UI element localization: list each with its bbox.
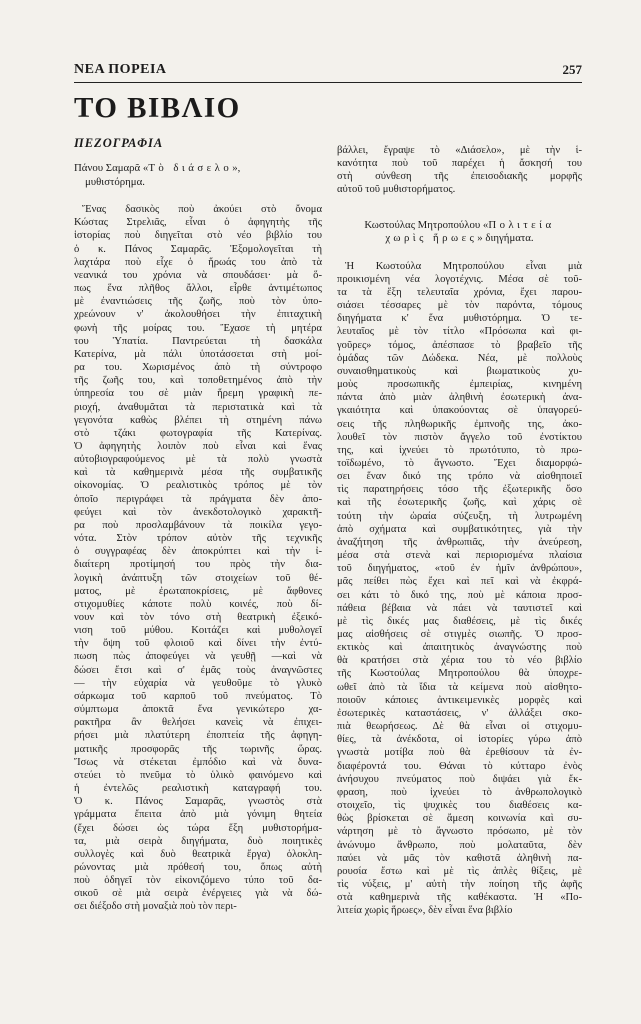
text-line: τούτη τὴν ὡραία σύζευξη, τὴ λυτρωμένη: [337, 510, 582, 522]
text-line: του Ὑπατία. Παντρεύεται τὴ δασκάλα: [74, 335, 322, 347]
review-samaras: [74, 203, 322, 913]
text-line: κανότητα ποὺ τοῦ παρέχει ἡ ἄσκησή του: [337, 158, 582, 170]
book-title: Τὸ διάσελο: [148, 162, 233, 175]
text-line: σει διέξοδο στὴ μοναξιὰ ποὺ τὸν περι-: [74, 901, 237, 913]
text-line: ἀπὸ σχήματα καὶ συμβατικότητες, γιὰ τὴν: [337, 523, 582, 535]
text-line: νουν καὶ τὸν τόνο στὴ θεατρικὴ ἐξεικό-: [74, 612, 322, 623]
text-line: Ἡ Κωστούλα Μητροπούλου εἶναι μιὰ: [345, 260, 582, 272]
text-line: ἐσωτερικὲς καταστάσεις, ν' ἀλλάξει σκο-: [337, 707, 582, 719]
right-column: [337, 144, 582, 917]
text-line: στὴ σύνθεση τῆς ἐπεισοδιακῆς μορφῆς: [337, 171, 582, 183]
text-line: νιση τοῦ μύθου. Κοιτάζει καὶ μυθολογεῖ: [74, 625, 322, 637]
text-line: ὁ κ. Πάνος Σαμαρᾶς. Ἐξομολογεῖται τὴ: [74, 243, 322, 255]
text-line: (ἔχει δώσει ὡς τώρα ἕξη μυθιστορήμα-: [74, 822, 322, 834]
text-line: καὶ τῆς ἐσωτερικῆς ζωῆς, καὶ χάρις σὲ: [337, 497, 582, 509]
text-line: πιὰ θεωρήσεως. Δὲ θὰ εἶναι οἱ στιχομυ-: [337, 721, 582, 733]
text-line: τοϊδωμένο, τὸ ἄγνωστο. Ἔχει διαμορφώ-: [337, 457, 582, 469]
text-line: πως ἕνα πλῆθος ἄλλοι, εἶρθε ἀντιμέτωπος: [74, 283, 322, 295]
text-line: ὑπηρεσία του σὲ μιὰν ἥρεμη γραφικὴ πε-: [74, 388, 322, 400]
text-line: ρα ποὺ προσλαμβάνουν τὰ ποικίλα γεγο-: [74, 519, 322, 531]
text-line: ἡ ἐντελῶς ρεαλιστικὴ καταγραφή του.: [74, 783, 322, 795]
text-line: ὁμάδας τῶν Δώδεκα. Νέα, μὲ πολλοὺς: [337, 352, 582, 364]
header-rule: [74, 82, 582, 83]
text-line: μὲ τὶς δικές μας διαθέσεις, μὲ τὶς δικές: [337, 615, 582, 627]
text-line: νάρτηση μὲ τὸ ἄγνωστο πρόσωπο, μὲ τὸν: [337, 826, 582, 838]
text-line: λευταῖος μὲ τὸν τίτλο «Πρόσωπα καὶ φι-: [337, 326, 582, 338]
text-line: οἰκονομίας. Ὁ ρεαλιστικὸς τρόπος μὲ τὸν: [74, 480, 322, 492]
text-line: ποιοῦν κάποιες ἀντικειμενικὲς μορφὲς καὶ: [337, 694, 582, 706]
text-line: σει ἕναν δικό της τρόπο νὰ αἰσθηποιεῖ: [337, 471, 582, 483]
text-line: μοὺς προσωπικῆς ἐμπειρίας, κινημένη: [337, 379, 582, 391]
text-line: σει κάτι τὸ δικό της, ποὺ μὲ κάποια προσ-: [337, 589, 582, 601]
review-samaras-continued: [337, 144, 582, 197]
text-line: τὴν ὄψη τοῦ φλοιοῦ καὶ δίνει τὴν ἐντύ-: [74, 638, 322, 650]
text-line: σύμπτωμα ἀποκτᾶ ἕνα γενικώτερο χα-: [74, 704, 322, 716]
text-line: Ἴσως νὰ στέκεται ἐμπόδιο καὶ νὰ δυνα-: [74, 756, 322, 768]
page-number: 257: [562, 62, 582, 77]
journal-title: ΝΕΑ ΠΟΡΕΙΑ: [74, 62, 167, 77]
text-line: γκαιότητα καὶ ὑπακούοντας σὲ ὑπαγορεύ-: [337, 405, 582, 417]
text-line: στὰ καθημερινὰ τῆς καθέκαστα. Ἡ «Πο-: [337, 892, 582, 904]
left-column: [74, 137, 322, 914]
book-entry-mitropoulou: [337, 219, 582, 246]
book-genre: » διηγήματα.: [477, 232, 534, 245]
text-line: ὁ συγγραφέας δὲν ἀποκρύπτει καὶ τὴν ἰ-: [74, 546, 322, 558]
text-line: τοῦ διηγήματος, «τοῦ ἐν ἡμῖν ἀνθρώπου»,: [337, 563, 582, 575]
book-title-part1: Πολιτεία: [488, 218, 555, 231]
text-line: τῆς ζωῆς του, καὶ τοποθετημένος ἀπὸ τὴν: [74, 375, 322, 387]
text-line: Κώστας Στρελιᾶς, εἶναι ὁ ἀφηγητὴς τῆς: [74, 217, 322, 229]
text-line: σεις τῆς πληθωρικῆς ἐμπνοῆς της, ἀκο-: [337, 418, 582, 430]
text-line: ματικῆς προσφορᾶς τῆς τωρινῆς ὥρας.: [74, 743, 322, 755]
text-line: — τὴν εὐχαρία νὰ γευθοῦμε τὸ γλυκὸ: [74, 677, 322, 689]
text-line: φραση, ποὺ ἰχνεύει τὸ ἀνθρωπολογικὸ: [337, 786, 582, 798]
review-mitropoulou: [337, 260, 582, 918]
text-line: ὁποῖο περιγράφει τὰ πράγματα δὲν ἀπο-: [74, 493, 322, 505]
text-line: πάντα ἀπὸ μιὰν ἀληθινὴ ἐσωτερικὴ ἀνα-: [337, 392, 582, 404]
text-line: ωθεῖ ἀπὸ τὰ ἴδια τὰ κείμενα ποὺ αἰσθητο-: [337, 681, 582, 693]
text-line: ρα του. Χωρισμένος ἀπὸ τὴ σύντροφο: [74, 362, 322, 374]
text-line: Κατερίνα, μὰ πάλι ὑποτάσσεται στὴ μοί-: [74, 348, 322, 360]
book-title-close: »,: [232, 162, 241, 175]
text-line: ματος, μὲ ἐρωταποκρίσεις, μὲ ἄφθονες: [74, 585, 322, 597]
text-line: τα τὰ ἕξη τελευταῖα χρόνια, ἔχει παρου-: [337, 286, 582, 298]
book-author: Πάνου Σαμαρᾶ «: [74, 162, 149, 175]
text-line: ἀναζήτηση τῆς ἀνθρωπιᾶς, τὴν ἀνεύρεση,: [337, 536, 582, 548]
text-line: ἀνήσυχου πνεύματος ποὺ διψάει γιὰ ἔκ-: [337, 773, 582, 785]
text-line: συλλογὲς καὶ δυὸ θεατρικὰ ἔργα) ὁλοκλη-: [74, 848, 322, 860]
text-line: τὶς παρατηρήσεις τόσο τῆς ἐξωτερικῆς ὅσο: [337, 484, 582, 496]
section-title: ΤΟ ΒΙΒΛΙΟ: [74, 92, 241, 124]
text-line: παύει νὰ μᾶς τὸν καθιστᾶ ἀληθινὴ πα-: [337, 852, 582, 864]
book-author: Κωστούλας Μητροπούλου «: [364, 218, 489, 231]
book-entry-samaras: [74, 162, 322, 189]
text-line: δώσει ἔτσι καὶ σ' ἐμᾶς τοὺς ἀναγνῶστες: [74, 664, 322, 676]
text-line: σιάσει τέσσαρες μὲ τὸν παρόντα, τόμους: [337, 300, 582, 312]
text-line: ρήσει μιὰ πλατύτερη ἐποπτεία τῆς ἀφηγη-: [74, 730, 322, 742]
text-line: διηγήματα κ' ἕνα μυθιστόρημα. Ὁ τε-: [337, 313, 582, 325]
text-line: νεανικά του χρόνια νὰ σπουδάσει· μὰ ὅ-: [74, 269, 322, 281]
text-line: βάλλει, ἔγραψε τὸ «Διάσελο», μὲ τὴν ἱ-: [337, 145, 582, 156]
text-line: λαχτάρα ποὺ εἶχε ὁ ἥρωάς του ἀπὸ τὰ: [74, 256, 322, 268]
text-line: φεύγει καὶ τὸν ἀνεκδοτολογικὸ χαρακτῆ-: [74, 506, 322, 518]
text-line: ἱστορίας ποὺ διηγεῖται στὸ νέο βιβλίο του: [74, 230, 322, 242]
text-line: τῆς Κωστούλας Μητροπούλου θὰ ὑποχρε-: [337, 668, 582, 680]
text-line: ποὺ ὁδηγεῖ τὸν εἰκονιζόμενο τύπο τοῦ δα-: [74, 875, 322, 887]
text-line: συναισθηματικοὺς καὶ βιωματικοὺς χυ-: [337, 365, 582, 377]
text-line: λογικὴ ἀνάπτυξη τῶν στοιχείων τοῦ θέ-: [74, 572, 322, 584]
running-head: [74, 62, 582, 80]
text-line: Ὁ κ. Πάνος Σαμαρᾶς, γνωστὸς στὰ: [74, 796, 322, 808]
text-line: θὰ κρατήσει στὰ χέρια του τὸ νέο βιβλίο: [337, 655, 582, 667]
text-line: πάθεια βέβαια νὰ πάει νὰ ταυτιστεῖ καὶ: [337, 602, 582, 614]
text-line: γεγονότα καθὼς βλέπει τὴ στημένη πάνω: [74, 414, 322, 426]
text-line: εκτικὸς καὶ ἀπαιτητικὸς ἀναγνώστης ποὺ: [337, 642, 582, 654]
text-line: φωνὴ τῆς μοίρας του. Ἔχασε τὴ μητέρα: [74, 322, 322, 334]
text-line: γράμματα ἔπειτα ἀπὸ μιὰ γόνιμη θητεία: [74, 809, 322, 821]
text-line: ρώνοντας μιὰ πρόθεσή του, ὅπως αὐτὴ: [74, 861, 322, 873]
text-line: αὐτοῦ τοῦ μυθιστορήματος.: [337, 184, 456, 196]
text-line: στοιχεῖο, τὶς ψυχικὲς του διαθέσεις κα-: [337, 800, 582, 812]
text-line: Ἕνας δασικὸς ποὺ ἀκούει στὸ ὄνομα: [82, 204, 322, 216]
text-line: τα, μιὰ σειρὰ διηγήματα, δυὸ ποιητικὲς: [74, 835, 322, 847]
text-line: ρακτῆρα ἂν θελήσει κανεὶς νὰ ἐπιχει-: [74, 717, 322, 729]
text-line: διαφέροντά του. Θάναι τὸ κύτταρο ἐνὸς: [337, 760, 582, 772]
text-line: τὶς νύξεις, μ' αὐτὴ τὴν ποίηση τῆς ἀφῆς: [337, 878, 582, 890]
book-genre: μυθιστόρημα.: [85, 175, 145, 188]
text-line: μὲ ἐναντιώσεις τῆς ζωῆς, ποὺ τὸν ὑπο-: [74, 296, 322, 308]
section-subheading: ΠΕΖΟΓΡΑΦΙΑ: [74, 136, 164, 150]
text-line: μέσα στὰ στενὰ καὶ περιορισμένα πλαίσια: [337, 550, 582, 562]
text-line: μας αἰσθήσεις σὲ στιγμὲς σιωπῆς. Ὁ προσ-: [337, 629, 582, 640]
text-line: ἀνώνυμο ἄνθρωπο, ποὺ μολαταῦτα, δὲν: [337, 839, 582, 851]
text-line: της, καὶ ἰχνεύει τὸ πρωτότυπο, τὸ πρω-: [337, 444, 582, 456]
text-line: χρεώνουν ν' ἀκολουθήσει τὴν ἐπιταχτικὴ: [74, 309, 322, 321]
text-line: λουθεῖ τὸν πιστὸν ἄγγελο τοῦ ἐνστίκτου: [337, 431, 582, 443]
text-line: στεύει τὸ πνεῦμα τὸ ὑλικὸ φαινόμενο καὶ: [74, 769, 322, 781]
text-line: στὸ τζάκι φωτογραφία τῆς Κατερίνας.: [74, 427, 322, 439]
spacer: [337, 197, 582, 219]
text-line: σικοῦ σὲ μιὰ σειρὰ ἐνέργειες γιὰ νὰ δώ-: [74, 888, 322, 900]
text-line: ριοχή, ἀναθυμᾶται τὰ περιστατικὰ καὶ τὰ: [74, 401, 322, 413]
text-line: θὼς βρίσκεται σὲ ἄμεση κοινωνία καὶ συ-: [337, 813, 582, 825]
text-line: σάρκωμα τοῦ καρποῦ τοῦ πνεύματος. Τὸ: [74, 690, 322, 702]
text-line: Ὁ ἀφηγητὴς λοιπὸν ποὺ εἶναι καὶ ἕνας: [74, 440, 322, 452]
text-line: νότα. Στὸν τρόπον αὐτὸν τῆς τεχνικῆς: [74, 533, 322, 545]
text-line: καὶ τὰ καθημερινὰ μέσα τῆς συμβατικῆς: [74, 467, 322, 479]
book-title-part2: χωρὶς ἥρωες: [385, 232, 478, 245]
text-line: μᾶς πείθει πὼς ἔχει καὶ πεῖ καὶ νὰ ἐκφρά-: [337, 576, 582, 588]
text-line: γνωστὰ μοτίβα ποὺ θὰ ἐρεθίσουν τὰ ἐν-: [337, 747, 582, 759]
text-line: θίες, τὰ ἀνέκδοτα, οἱ ἱστορίες γύρω ἀπὸ: [337, 734, 582, 746]
text-line: πωση πὼς ἀποφεύγει νὰ γευθῇ —καὶ νὰ: [74, 651, 322, 663]
text-line: γοῦρες» τόμος, ἀπέσπασε τὸ βραβεῖο τῆς: [337, 339, 582, 351]
text-line: αὐτοβιογραφούμενος μὲ τὰ πολὺ γνωστὰ: [74, 454, 322, 466]
text-line: ρουσία ἔστω καὶ μὲ τὶς ἁπλὲς θίξεις, μὲ: [337, 865, 582, 877]
text-line: στιχομυθίες κάποτε πολὺ κοινές, ποὺ δί-: [74, 598, 322, 610]
text-line: διαίτερη προτίμησή του πρὸς τὴν δια-: [74, 559, 322, 571]
text-line: λιτεία χωρὶς ἥρωες», δὲν εἶναι ἕνα βιβλίο: [337, 905, 513, 917]
text-line: προικισμένη νέα λογοτέχνις. Μέσα σὲ τοῦ-: [337, 273, 582, 285]
